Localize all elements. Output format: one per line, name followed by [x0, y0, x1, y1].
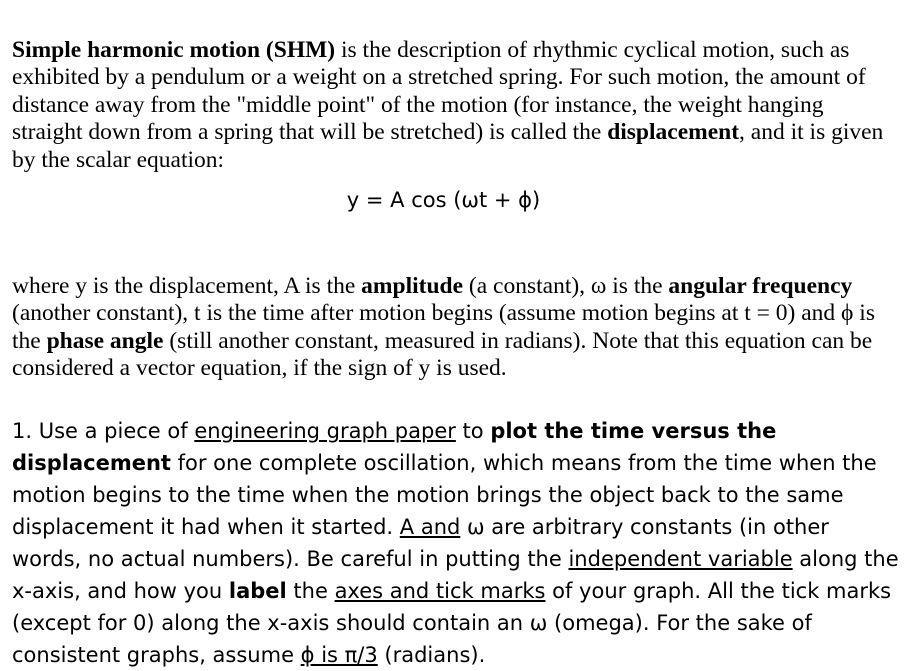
term-phase-angle: phase angle: [46, 327, 164, 354]
intro-text-1: is the description of rhythmic cyclical motion, such as exhibited by a pendulum or a weight on a stretched spring. For such motion, the amount of distance away from the "middle point" of the motion (for instance, the weight hanging straight down from a spring that will be stretched) is called the: [12, 36, 866, 145]
shm-equation: y = A cos (ωt + ϕ): [346, 188, 541, 212]
intro-text-2: , and it is given by the scalar equation:: [12, 119, 884, 173]
task-text-4: ω are arbitrary constants (in other words, no actual numbers). Be careful in putting the: [12, 515, 829, 571]
task-text-1: 1. Use a piece of: [12, 419, 195, 443]
link-graph-paper: engineering graph paper: [194, 419, 456, 443]
task-text-5: along the x-axis, and how you: [12, 547, 899, 603]
task-text-8: (radians).: [377, 643, 486, 667]
term-angular-frequency: angular frequency: [668, 272, 853, 299]
term-displacement: displacement: [607, 119, 740, 145]
underline-axes-tick-marks: axes and tick marks: [334, 579, 546, 603]
bold-plot: plot the time versus the displacement: [12, 419, 777, 475]
where-text-1: where y is the displacement, A is the: [12, 272, 362, 299]
intro-paragraph: [12, 37, 897, 175]
underline-phi-value: ϕ is π/3: [300, 643, 378, 667]
definitions-paragraph: [12, 273, 897, 383]
where-text-2: (a constant), ω is the: [463, 272, 669, 299]
bold-label: label: [228, 579, 287, 603]
task-text-3: for one complete oscillation, which means from the time when the motion begins to the time when the motion brings the object back to the same displacement it had when it started.: [12, 451, 877, 539]
task-text-7: of your graph. All the tick marks (except for 0) along the x-axis should contain an ω (omega). For the sake of consistent graphs, assume: [12, 579, 892, 667]
term-shm: Simple harmonic motion (SHM): [12, 36, 336, 63]
underline-independent-variable: independent variable: [568, 547, 793, 571]
underline-a-and: A and: [399, 515, 461, 539]
task-text-6: the: [286, 579, 335, 603]
task-text-2: to: [455, 419, 491, 443]
task-paragraph: [12, 415, 902, 671]
term-amplitude: amplitude: [361, 272, 464, 299]
where-text-4: (still another constant, measured in radians). Note that this equation can be considered a vector equation, if the sign of y is used.: [12, 327, 873, 381]
where-text-3: (another constant), t is the time after motion begins (assume motion begins at t = 0) and ϕ is the: [12, 300, 875, 354]
